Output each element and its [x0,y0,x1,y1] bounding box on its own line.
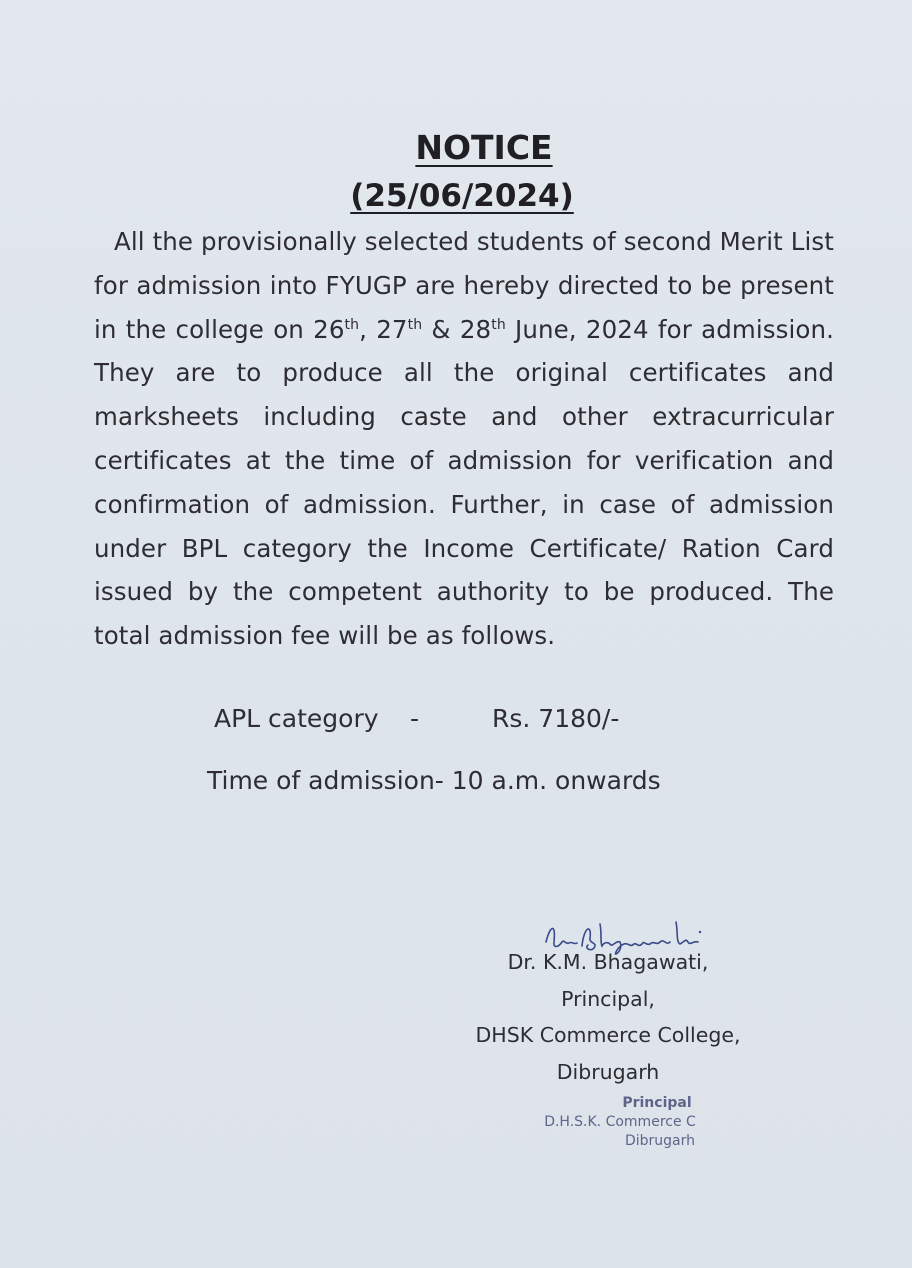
notice-title: NOTICE [415,128,553,167]
official-seal [520,1094,750,1151]
seal-line-1: Principal [622,1095,692,1111]
signatory-city: Dibrugarh [556,1059,660,1084]
fee-row [214,704,619,733]
notice-body [94,220,834,658]
body-text-part2: June, 2024 for admission. They are to produce all the original certificates and marksheets including caste and other extracurricular certificates at the time of admission for verification and confirmation of admission. Further, in case of admission under BPL category the Income Certificate/ Ration Card issued by the competent authority to be produced. The total admission fee will be as follows. [94,314,834,651]
ordinal-suffix-27: th [407,316,423,333]
signatory-block [470,944,746,1090]
fee-amount: Rs. 7180/- [492,704,620,733]
body-text-part1: All the provisionally selected students of second Merit List for admission into FYUGP are hereby directed to be present in the college on 26 [94,227,834,344]
admission-time: Time of admission- 10 a.m. onwards [207,766,661,795]
ordinal-suffix-26: th [344,316,360,333]
fee-category: APL category [214,704,379,733]
body-text-sep1: , 27 [359,314,408,344]
body-text-sep2: & 28 [422,314,492,344]
signatory-designation: Principal, [561,986,655,1011]
notice-date: (25/06/2024) [350,178,574,214]
fee-dash: - [410,704,420,733]
ordinal-suffix-28: th [491,316,506,333]
seal-line-3: Dibrugarh [624,1133,696,1149]
signatory-name: Dr. K.M. Bhagawati, [507,950,709,974]
signatory-college: DHSK Commerce College, [475,1023,741,1047]
seal-line-2: D.H.S.K. Commerce C [544,1114,696,1130]
